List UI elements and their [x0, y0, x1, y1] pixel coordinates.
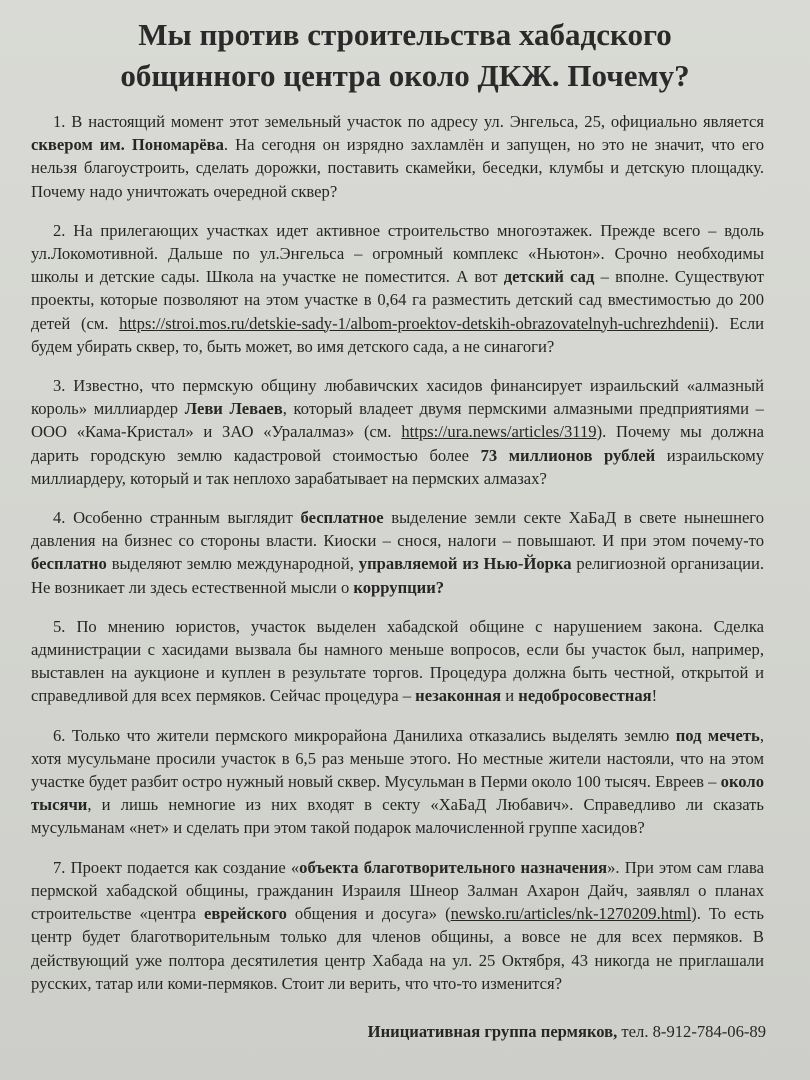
paragraph-text: , который владеет двумя пермскими алмазными предприятиями – ООО «Кама-Кристал» и ЗАО «Уралалмаз» (см. [31, 399, 764, 442]
paragraph-text: выделение земли секте ХаБаД в свете нынешнего давления на бизнес со стороны власти. Киоски – снося, налоги – повышают. И при этом почему-то [31, 508, 764, 551]
paragraph-text: 6. Только что жители пермского микрорайона Данилиха отказались выделять землю [53, 725, 676, 745]
paragraph-text: , и лишь немногие из них входят в секту «ХаБаД Любавич». Справедливо ли сказать мусульманам «нет» и сделать при этом такой подарок малочисленной группе хасидов? [31, 795, 764, 838]
emphasis-text: Леви Леваев [184, 399, 283, 419]
emphasis-text: объекта благотворительного назначения [299, 857, 608, 877]
paragraph-text: ). Если будем убирать сквер, то, быть может, во имя детского сада, а не синагоги? [31, 313, 764, 356]
link-text[interactable]: newsko.ru/articles/nk-1270209.html [450, 904, 692, 924]
paragraph-text: выделяют землю международной, [106, 554, 359, 574]
body-text [31, 110, 764, 1011]
emphasis-text: бесплатное [300, 508, 384, 528]
paragraph-text: 5. По мнению юристов, участок выделен хабадской общине с нарушением закона. Сделка администрации с хасидами вызвала бы намного меньше вопросов, если бы участок был, например, выставлен на аукционе и куплен в результате торгов. Процедура должна быть честной, открытой и справедливой для всех пермяков. Сейчас процедура – [31, 616, 764, 706]
emphasis-text: под мечеть [675, 725, 760, 745]
paragraph-text: 3. Известно, что пермскую общину любавичских хасидов финансирует израильский «алмазный король» миллиардер [31, 376, 764, 419]
paragraph-text: ». При этом сам глава пермской хабадской общины, гражданин Израиля Шнеор Залман Ахарон Дайч, заявлял о планах строительстве «центра [31, 857, 764, 924]
emphasis-text: сквером им. Пономарёва [31, 135, 224, 155]
paragraph-text: ! [651, 686, 658, 706]
page-title [30, 14, 780, 96]
paragraph-1 [31, 110, 764, 203]
paragraph-text: израильскому миллиардеру, который и так неплохо зарабатывает на пермских алмазах? [31, 445, 764, 488]
paragraph-text: ). То есть центр будет благотворительным только для членов общины, а вовсе не для всех пермяков. В действующий уже полтора десятилетия центр Хабада на ул. 25 Октября, 43 никогда не приглашали русских, татар или коми-пермяков. Стоит ли верить, что что-то изменится? [31, 904, 764, 993]
emphasis-text: недобросовестная [518, 686, 652, 706]
paragraph-text: ). Почему мы должна дарить городскую землю кадастровой стоимостью более [31, 422, 764, 465]
paragraph-text: 4. Особенно странным выглядит [53, 508, 301, 528]
signature [368, 1020, 766, 1043]
paragraph-6 [31, 724, 764, 840]
emphasis-text: коррупции? [353, 577, 445, 597]
link-text[interactable]: https://ura.news/articles/3119 [401, 422, 597, 442]
signature-phone: тел. 8-912-784-06-89 [617, 1022, 766, 1041]
paragraph-text: религиозной организации. Не возникает ли здесь естественной мысли о [31, 554, 764, 597]
emphasis-text: детский сад [503, 267, 595, 287]
paragraph-7 [31, 856, 764, 995]
paragraph-text: 7. Проект подается как создание « [53, 857, 300, 877]
paragraph-4 [31, 506, 764, 599]
link-text[interactable]: https://stroi.mos.ru/detskie-sady-1/albom-proektov-detskih-obrazovatelnyh-uchrezhdenii [119, 313, 709, 333]
paragraph-text: 1. В настоящий момент этот земельный участок по адресу ул. Энгельса, 25, официально является [53, 112, 764, 131]
emphasis-text: незаконная [415, 686, 502, 706]
emphasis-text: 73 миллионов рублей [480, 445, 656, 465]
paragraph-3 [31, 374, 764, 490]
emphasis-text: управляемой из Нью-Йорка [358, 554, 572, 574]
paragraph-text: – вполне. Существуют проекты, которые позволяют на этом участке в 0,64 га разместить детский сад вместимостью до 200 детей (см. [31, 267, 764, 333]
paragraph-text: , хотя мусульмане просили участок в 6,5 раз меньше этого. Но местные жители настояли, что на этом участке будет разбит остро нужный новый сквер. Мусульман в Перми около 100 тысяч. Евреев – [31, 725, 764, 792]
paragraph-2 [31, 219, 764, 358]
title-line-2: общинного центра около ДКЖ. Почему? [120, 58, 690, 93]
paragraph-text: и [501, 686, 519, 706]
signature-group: Инициативная группа пермяков, [367, 1022, 618, 1041]
title-line-1: Мы против строительства хабадского [138, 17, 672, 52]
paragraph-text: 2. На прилегающих участках идет активное строительство многоэтажек. Прежде всего – вдоль ул.Локомотивной. Дальше по ул.Энгельса – огромный комплекс «Ньютон». Срочно необходимы школы и детские сады. Школа на участке не поместится. А вот [31, 220, 764, 287]
emphasis-text: около тысячи [31, 772, 764, 815]
paragraph-text: . На сегодня он изрядно захламлён и запущен, но это не значит, что его нельзя благоустроить, сделать дорожки, поставить скамейки, беседки, клумбы и детскую площадку. Почему надо уничтожать очередной сквер? [31, 135, 764, 201]
emphasis-text: бесплатно [31, 554, 107, 574]
paragraph-5 [31, 615, 764, 708]
emphasis-text: еврейского [204, 904, 287, 924]
paragraph-text: общения и досуга» ( [286, 904, 451, 924]
